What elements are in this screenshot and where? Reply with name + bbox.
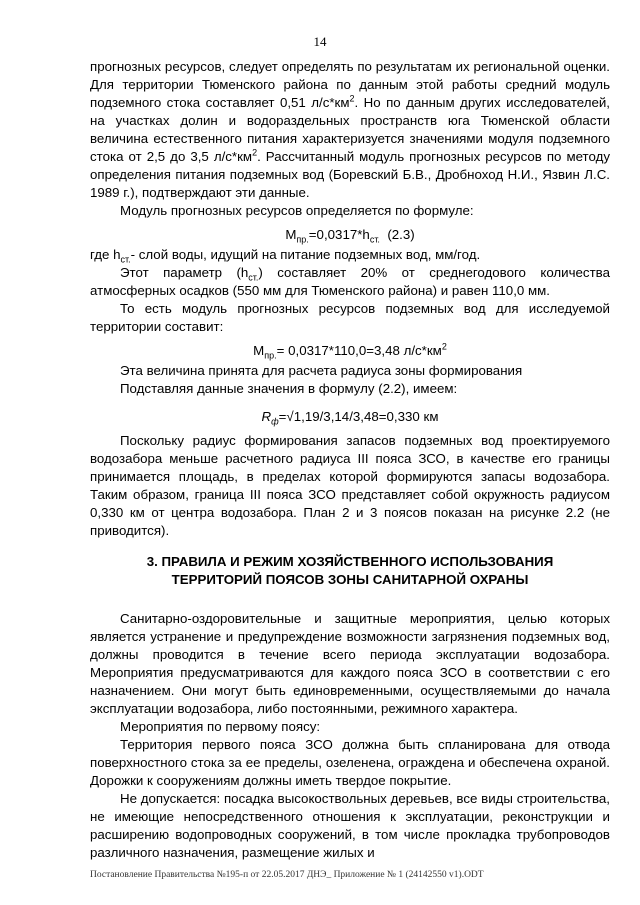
heading-line: 3. ПРАВИЛА И РЕЖИМ ХОЗЯЙСТВЕННОГО ИСПОЛЬЗОВАНИЯ [146, 554, 554, 569]
paragraph-parameter [90, 264, 610, 300]
document-body [90, 58, 610, 862]
formula-body: =0,0317*h [308, 227, 370, 242]
paragraph-where [90, 246, 610, 264]
formula-subscript: пр. [264, 350, 277, 361]
formula-body: = 0,0317*110,0=3,48 л/с*км [276, 343, 442, 358]
subscript: ст. [248, 272, 259, 283]
paragraph-module: То есть модуль прогнозных ресурсов подземных вод для исследуемой территории составит: [90, 301, 610, 334]
paragraph-prohibited: Не допускается: посадка высокоствольных деревьев, все виды строительства, не имеющие непосредственного отношения к эксплуатации, реконструкции и расширению водопроводных сооружений, в том числе прокладка трубопроводов различного назначения, размещение жилых и [90, 791, 610, 860]
subscript: ст. [120, 254, 131, 265]
formula-number: (2.3) [387, 227, 415, 242]
paragraph-first-belt: Мероприятия по первому поясу: [120, 719, 321, 734]
text: прогнозных ресурсов, следует определять по результатам их региональной оценки. Для территории Тюменского района по данным этой работы средний модуль подземного стока составляет 0,51 л/с*км [90, 59, 610, 110]
page-footer: Постановление Правительства №195-п от 22.05.2017 ДНЭ_ Приложение № 1 (24142550 v1).ODT [90, 870, 484, 880]
formula-subscript: ст. [369, 234, 380, 245]
superscript: 2 [349, 93, 355, 104]
text: . Рассчитанный модуль прогнозных ресурсов по методу определения питания подземных вод (Боревский Б.В., Дробноход Н.И., Язвин Л.С. 1989 г.), подтверждают эти данные. [90, 149, 611, 200]
formula-radius [90, 408, 610, 426]
formula-symbol: M [285, 227, 297, 242]
paragraph-territory: Территория первого пояса ЗСО должна быть спланирована для отвода поверхностного стока за ее пределы, озеленена, ограждена и обеспечена охраной. Дорожки к сооружениям должны иметь твердое покрытие. [90, 737, 610, 788]
formula-symbol: M [253, 343, 265, 358]
superscript: 2 [252, 147, 258, 158]
text: Этот параметр (h [120, 265, 249, 280]
page-number: 14 [313, 34, 327, 49]
formula-body: =√1,19/3,14/3,48=0,330 км [278, 409, 439, 424]
text: . Но по данным других исследователей, на участках долин и водораздельных пространств юга Тюменской области величина естественного питания характеризуется значениями модуля подземного стока от 2,5 до 3,5 л/с*км [90, 95, 610, 164]
formula-module-value [90, 342, 610, 360]
paragraph-resources [90, 58, 610, 202]
text: где h [90, 247, 121, 262]
heading-line: ТЕРРИТОРИЙ ПОЯСОВ ЗОНЫ САНИТАРНОЙ ОХРАНЫ [171, 572, 529, 587]
paragraph-measures: Санитарно-оздоровительные и защитные мероприятия, целью которых является устранение и предупреждение возможности загрязнения подземных вод, должны проводится в течение всего периода эксплуатации водозабора. Мероприятия предусматриваются для каждого пояса ЗСО в соответствии с его назначением. Они могут быть единовременными, осуществляемыми до начала эксплуатации водозабора, либо постоянными, режимного характера. [90, 611, 610, 716]
superscript: 2 [441, 341, 447, 352]
paragraph-substituting: Подставляя данные значения в формулу (2.2), имеем: [120, 381, 458, 396]
section-heading [90, 553, 610, 589]
formula-subscript: пр. [296, 234, 309, 245]
formula-subscript: ф [271, 416, 279, 427]
text: ) составляет 20% от среднегодового количества атмосферных осадков (550 мм для Тюменского района) и равен 110,0 мм. [90, 265, 610, 298]
paragraph-radius-conclusion: Поскольку радиус формирования запасов подземных вод проектируемого водозабора меньше расчетного радиуса III пояса ЗСО, в качестве его границы принимается площадь, в пределах которой формируются запасы водозабора. Таким образом, граница III пояса ЗСО представляет собой окружность радиусом 0,330 км от центра водозабора. План 2 и 3 поясов показан на рисунке 2.2 (не приводится). [90, 433, 610, 538]
text: - слой воды, идущий на питание подземных вод, мм/год. [130, 247, 481, 262]
paragraph-formula-intro: Модуль прогнозных ресурсов определяется по формуле: [120, 203, 474, 218]
formula-2-3 [90, 226, 610, 244]
paragraph-accepted: Эта величина принята для расчета радиуса зоны формирования [120, 363, 523, 378]
formula-symbol: R [261, 409, 272, 424]
